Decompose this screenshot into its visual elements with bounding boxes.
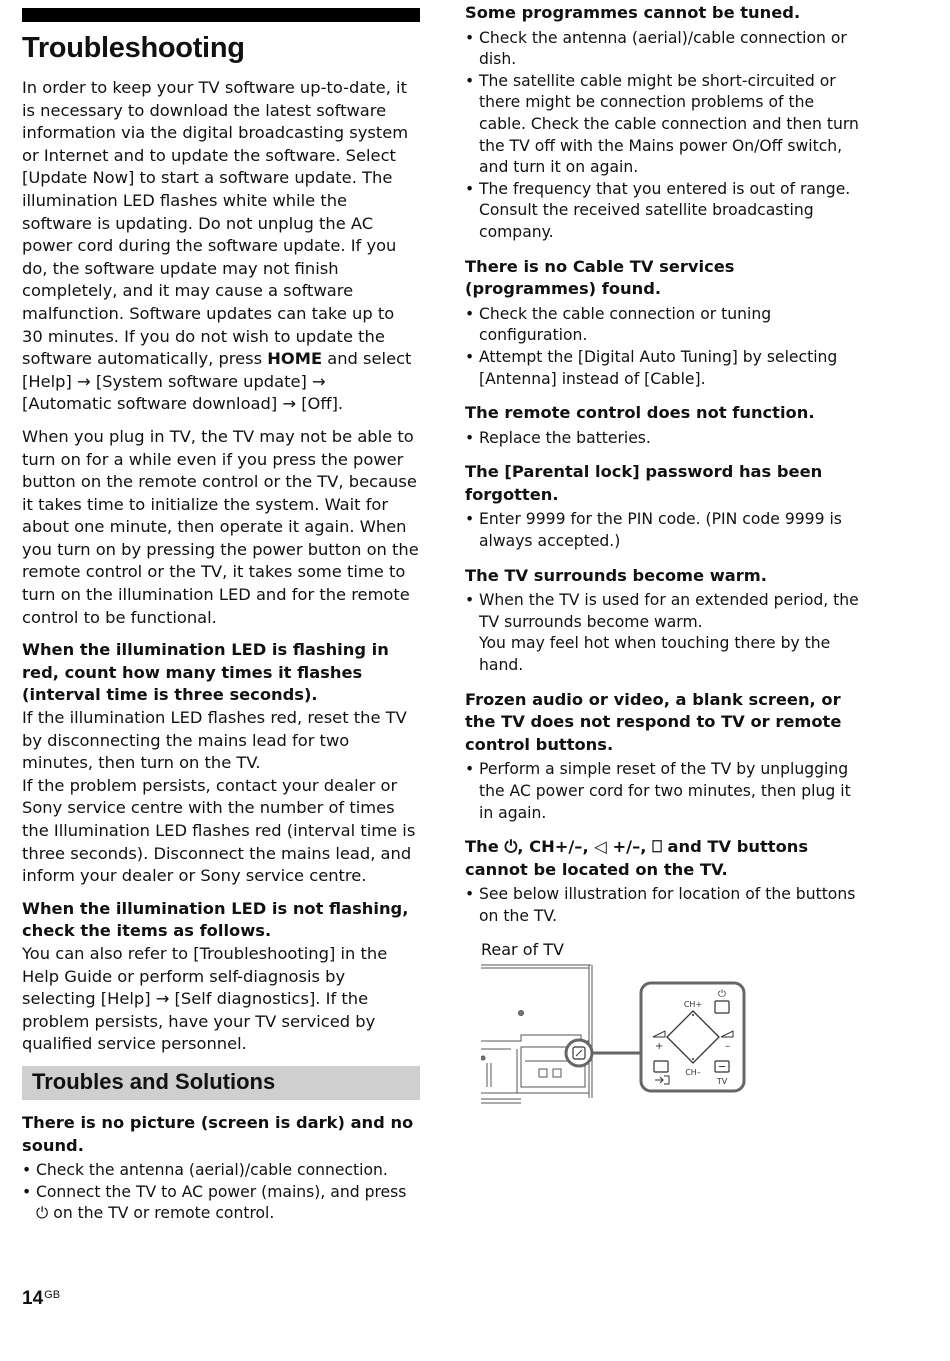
issue-solution-list bbox=[465, 28, 865, 244]
solution-item: • Perform a simple reset of the TV by unplugging the AC power cord for two minutes, then plug it in again. bbox=[465, 759, 865, 824]
led-red-text-1: If the illumination LED flashes red, reset the TV by disconnecting the mains lead for two minutes, then turn on the TV. bbox=[22, 708, 407, 773]
issue-heading: The ⏻, CH+/–, ◁ +/–, ⎕ and TV buttons cannot be located on the TV. bbox=[465, 837, 809, 879]
issue-heading: The [Parental lock] password has been forgotten. bbox=[465, 462, 823, 504]
page-number-value: 14 bbox=[22, 1288, 44, 1309]
issue-block bbox=[465, 689, 865, 825]
led-off-block bbox=[22, 898, 420, 1056]
page-number-suffix: GB bbox=[44, 1289, 61, 1301]
issue-solution-list bbox=[465, 428, 865, 450]
issues-right-list bbox=[465, 2, 865, 928]
home-key-label: HOME bbox=[267, 349, 323, 369]
issue-solution-list bbox=[465, 304, 865, 390]
tv-button-label: TV bbox=[716, 1076, 728, 1086]
issue-heading: There is no Cable TV services (programmes) found. bbox=[465, 256, 735, 299]
issue-heading: Some programmes cannot be tuned. bbox=[465, 3, 801, 22]
led-off-text: You can also refer to [Troubleshooting] in the Help Guide or perform self-diagnosis by selecting [Help] → [Self diagnostics]. If the problem persists, have your TV serviced by qualified service personnel. bbox=[22, 943, 388, 1054]
solution-item: • The frequency that you entered is out of range. Consult the received satellite broadcasting company. bbox=[465, 179, 865, 244]
header-rule bbox=[22, 8, 420, 22]
led-red-text-2: If the problem persists, contact your dealer or Sony service centre with the number of times the Illumination LED flashes red (interval time is three seconds). Disconnect the mains lead, and inform your dealer or Sony service centre. bbox=[22, 775, 416, 886]
tv-buttons-diagram bbox=[481, 963, 865, 1117]
solution-item: • Check the antenna (aerial)/cable connection or dish. bbox=[465, 28, 865, 71]
issue-block bbox=[22, 1112, 420, 1225]
issue-block bbox=[465, 256, 865, 391]
ch-minus-label: CH– bbox=[685, 1067, 701, 1077]
led-red-heading: When the illumination LED is flashing in red, count how many times it flashes (interval time is three seconds). bbox=[22, 640, 389, 705]
intro-text-part2: and select [Help] → [System software update] → [Automatic software download] → [Off]. bbox=[22, 349, 412, 414]
issue-heading: Frozen audio or video, a blank screen, or the TV does not respond to TV or remote control buttons. bbox=[465, 689, 842, 754]
right-column bbox=[465, 2, 865, 1117]
solution-item: • When the TV is used for an extended period, the TV surrounds become warm. You may feel hot when touching there by the hand. bbox=[465, 590, 865, 676]
issue-block bbox=[465, 461, 865, 552]
issue-heading: The remote control does not function. bbox=[465, 403, 815, 423]
solution-item: • Check the cable connection or tuning configuration. bbox=[465, 304, 865, 347]
issue-block bbox=[465, 2, 865, 244]
issue-block bbox=[465, 402, 865, 449]
issue-solution-list bbox=[465, 590, 865, 676]
issue-solution-list bbox=[465, 884, 865, 927]
rear-of-tv-label: Rear of TV bbox=[481, 939, 564, 959]
ch-plus-label: CH+ bbox=[683, 999, 703, 1009]
issue-solution-list bbox=[465, 759, 865, 824]
solution-item: • Connect the TV to AC power (mains), and press ⏻ on the TV or remote control. bbox=[22, 1182, 420, 1225]
intro-paragraph-2: When you plug in TV, the TV may not be able to turn on for a while even if you press the power button on the remote control or the TV, because it takes time to initialize the system. Wait for about one minute, then operate it again. When you turn on by pressing the power button on the remote control or the TV, it takes some time to turn on the illumination LED and for the remote control to be functional. bbox=[22, 426, 419, 627]
issue-solution-list bbox=[465, 509, 865, 552]
issue-block bbox=[465, 565, 865, 677]
led-red-block bbox=[22, 639, 420, 888]
intro-paragraph-1 bbox=[22, 77, 420, 416]
solution-item: • Attempt the [Digital Auto Tuning] by selecting [Antenna] instead of [Cable]. bbox=[465, 347, 865, 390]
solution-item: • See below illustration for location of the buttons on the TV. bbox=[465, 884, 865, 927]
solution-item: • Check the antenna (aerial)/cable connection. bbox=[22, 1160, 420, 1182]
section-heading-troubles: Troubles and Solutions bbox=[22, 1066, 420, 1100]
led-off-heading: When the illumination LED is not flashing, check the items as follows. bbox=[22, 898, 409, 941]
issue-heading: The TV surrounds become warm. bbox=[465, 565, 767, 585]
tv-rear-illustration bbox=[481, 963, 751, 1113]
issue-solution-list bbox=[22, 1160, 420, 1225]
issue-heading: There is no picture (screen is dark) and no sound. bbox=[22, 1112, 414, 1155]
vol-plus-label: + bbox=[655, 1040, 664, 1052]
vol-minus-label: – bbox=[725, 1040, 730, 1052]
intro-text-part1: In order to keep your TV software up-to-date, it is necessary to download the latest software information via the digital broadcasting system or Internet and to update the software. Select [Update Now] to start a software update. The illumination LED flashes white while the software is updating. Do not unplug the AC power cord during the software update. If you do, the software update may not finish completely, and it may cause a software malfunction. Software updates can take up to 30 minutes. If you do not wish to update the software automatically, press bbox=[22, 78, 409, 369]
solution-item: • Enter 9999 for the PIN code. (PIN code 9999 is always accepted.) bbox=[465, 509, 865, 552]
tv-rear-body bbox=[481, 965, 592, 1103]
solution-item: • The satellite cable might be short-circuited or there might be connection problems of the cable. Check the cable connection and then turn the TV off with the Mains power On/Off switch, and turn it on again. bbox=[465, 71, 865, 179]
page-title: Troubleshooting bbox=[22, 32, 245, 64]
solution-item: • Replace the batteries. bbox=[465, 428, 865, 450]
left-column bbox=[22, 0, 420, 1237]
issues-left-list bbox=[22, 1112, 420, 1225]
page-number bbox=[22, 1288, 60, 1310]
power-symbol-label: ⏻ bbox=[718, 988, 726, 1000]
issue-block bbox=[465, 836, 865, 927]
